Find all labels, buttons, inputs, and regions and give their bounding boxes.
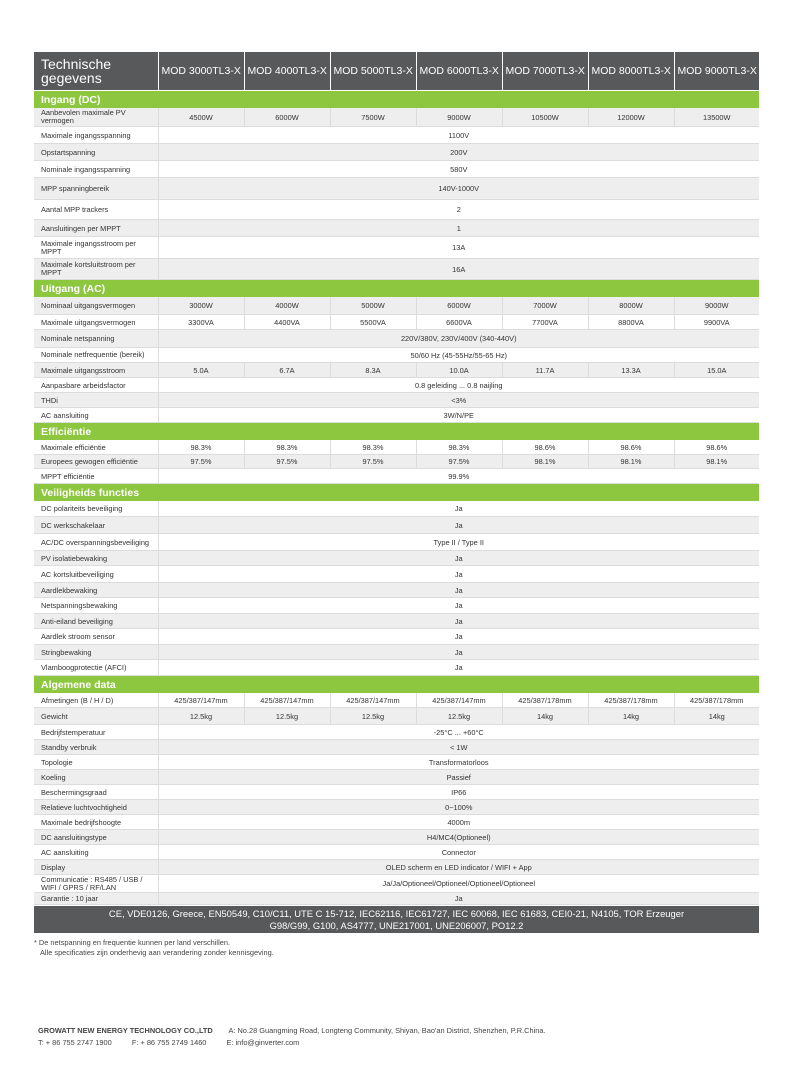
spec-row [34, 815, 759, 830]
certifications-bar [34, 906, 759, 933]
spec-value: 5000W [330, 297, 416, 315]
spec-label: Maximale efficiëntie [34, 440, 158, 455]
spec-row [34, 348, 759, 363]
spec-value: 15.0A [674, 363, 759, 378]
spec-value: 98.3% [244, 440, 330, 455]
spec-label: Topologie [34, 755, 158, 770]
model-header: MOD 6000TL3-X [416, 52, 502, 91]
spec-label: Netspanningsbewaking [34, 598, 158, 614]
spec-label: Aanpasbare arbeidsfactor [34, 378, 158, 393]
spec-sheet [34, 52, 759, 905]
spec-row [34, 259, 759, 280]
spec-value: 3W/N/PE [158, 408, 759, 423]
spec-value: Type II / Type II [158, 534, 759, 551]
spec-value: 200V [158, 144, 759, 161]
section-header [34, 280, 759, 298]
model-header: MOD 5000TL3-X [330, 52, 416, 91]
spec-row [34, 725, 759, 740]
spec-row [34, 315, 759, 330]
spec-value: 98.1% [588, 455, 674, 469]
spec-row [34, 566, 759, 583]
spec-value: 9900VA [674, 315, 759, 330]
spec-label: Vlamboogprotectie (AFCI) [34, 660, 158, 676]
spec-value: OLED scherm en LED indicator / WIFI + App [158, 860, 759, 875]
spec-value: < 1W [158, 740, 759, 755]
spec-label: Aantal MPP trackers [34, 200, 158, 220]
spec-value: Ja [158, 501, 759, 517]
footnotes [34, 938, 274, 958]
spec-label: AC aansluiting [34, 408, 158, 423]
spec-label: DC polariteits beveiliging [34, 501, 158, 517]
spec-label: Anti-eiland beveiliging [34, 614, 158, 629]
spec-label: DC aansluitingstype [34, 830, 158, 845]
certifications-line: CE, VDE0126, Greece, EN50549, C10/C11, UTE C 15-712, IEC62116, IEC61727, IEC 60068, IEC 61683, CEI0-21, N4105, TOR Erzeuger [108, 908, 685, 919]
spec-row [34, 363, 759, 378]
spec-value: 98.6% [502, 440, 588, 455]
model-header: MOD 4000TL3-X [244, 52, 330, 91]
section-title: Ingang (DC) [34, 91, 759, 109]
spec-value: 7700VA [502, 315, 588, 330]
spec-value: Ja [158, 517, 759, 534]
spec-value: 13500W [674, 108, 759, 127]
spec-value: 5500VA [330, 315, 416, 330]
section-header [34, 91, 759, 109]
spec-value: 425/387/147mm [158, 693, 244, 708]
section-header [34, 676, 759, 694]
spec-label: PV isolatiebewaking [34, 551, 158, 566]
spec-label: Opstartspanning [34, 144, 158, 161]
spec-label: MPPT efficiëntie [34, 469, 158, 484]
spec-value: 1100V [158, 127, 759, 144]
spec-label: Aanbevolen maximale PV vermogen [34, 108, 158, 127]
spec-label: Beschermingsgraad [34, 785, 158, 800]
spec-label: Maximale ingangsstroom per MPPT [34, 237, 158, 259]
spec-value: 12.5kg [158, 708, 244, 725]
company-footer [38, 1025, 546, 1049]
spec-value: 140V-1000V [158, 178, 759, 200]
spec-value: 9000W [416, 108, 502, 127]
spec-value: 425/387/147mm [416, 693, 502, 708]
spec-label: Aardlekbewaking [34, 583, 158, 598]
spec-row [34, 893, 759, 905]
spec-value: 50/60 Hz (45-55Hz/55-65 Hz) [158, 348, 759, 363]
spec-row [34, 455, 759, 469]
spec-row [34, 629, 759, 645]
spec-value: Ja [158, 566, 759, 583]
spec-row [34, 583, 759, 598]
spec-value: 99.9% [158, 469, 759, 484]
spec-value: 6000W [416, 297, 502, 315]
spec-value: Ja [158, 660, 759, 676]
section-header [34, 484, 759, 502]
spec-value: Ja [158, 614, 759, 629]
spec-value: Transformatorloos [158, 755, 759, 770]
section-title: Uitgang (AC) [34, 280, 759, 298]
spec-value: 220V/380V, 230V/400V (340-440V) [158, 330, 759, 348]
spec-value: 7500W [330, 108, 416, 127]
spec-row [34, 830, 759, 845]
spec-label: THDi [34, 393, 158, 408]
spec-label: Garantie : 10 jaar [34, 893, 158, 905]
spec-value: 14kg [588, 708, 674, 725]
spec-row [34, 517, 759, 534]
spec-label: Maximale uitgangsstroom [34, 363, 158, 378]
spec-value: 2 [158, 200, 759, 220]
spec-label: Standby verbruik [34, 740, 158, 755]
spec-row [34, 660, 759, 676]
spec-label: Display [34, 860, 158, 875]
spec-value: 4400VA [244, 315, 330, 330]
spec-label: Maximale uitgangsvermogen [34, 315, 158, 330]
spec-value: H4/MC4(Optioneel) [158, 830, 759, 845]
spec-value: 7000W [502, 297, 588, 315]
spec-value: 6600VA [416, 315, 502, 330]
certifications-line: G98/G99, G100, AS4777, UNE217001, UNE206007, PO12.2 [269, 920, 524, 931]
spec-table [34, 52, 759, 905]
spec-value: 425/387/178mm [674, 693, 759, 708]
spec-value: 1 [158, 220, 759, 237]
spec-value: 8800VA [588, 315, 674, 330]
spec-value: 6.7A [244, 363, 330, 378]
company-email: E: info@ginverter.com [226, 1038, 300, 1047]
spec-value: 6000W [244, 108, 330, 127]
spec-value: 0.8 geleiding ... 0.8 naijling [158, 378, 759, 393]
spec-value: <3% [158, 393, 759, 408]
spec-value: 98.6% [674, 440, 759, 455]
spec-label: Nominale netspanning [34, 330, 158, 348]
spec-row [34, 393, 759, 408]
spec-value: IP66 [158, 785, 759, 800]
table-title: Technische gegevens [34, 52, 158, 91]
spec-row [34, 220, 759, 237]
spec-label: Koeling [34, 770, 158, 785]
spec-row [34, 708, 759, 725]
spec-row [34, 144, 759, 161]
spec-row [34, 614, 759, 629]
spec-label: DC werkschakelaar [34, 517, 158, 534]
spec-value: 11.7A [502, 363, 588, 378]
spec-value: 580V [158, 161, 759, 178]
spec-value: 4500W [158, 108, 244, 127]
spec-label: Nominale ingangsspanning [34, 161, 158, 178]
spec-row [34, 237, 759, 259]
spec-label: Maximale ingangsspanning [34, 127, 158, 144]
spec-body [34, 91, 759, 905]
spec-value: 5.0A [158, 363, 244, 378]
spec-value: 14kg [674, 708, 759, 725]
section-header [34, 423, 759, 441]
spec-value: Ja [158, 629, 759, 645]
spec-row [34, 598, 759, 614]
spec-row [34, 860, 759, 875]
spec-value: 13.3A [588, 363, 674, 378]
spec-label: Maximale bedrijfshoogte [34, 815, 158, 830]
spec-value: Ja [158, 551, 759, 566]
spec-value: Ja [158, 598, 759, 614]
spec-value: 0~100% [158, 800, 759, 815]
spec-row [34, 408, 759, 423]
section-title: Efficiëntie [34, 423, 759, 441]
spec-label: Stringbewaking [34, 645, 158, 660]
spec-value: 98.6% [588, 440, 674, 455]
spec-label: AC kortsluitbeveiliging [34, 566, 158, 583]
spec-value: 3000W [158, 297, 244, 315]
spec-value: 97.5% [244, 455, 330, 469]
spec-value: 425/387/178mm [588, 693, 674, 708]
spec-row [34, 178, 759, 200]
spec-row [34, 755, 759, 770]
spec-value: 97.5% [416, 455, 502, 469]
spec-label: AC/DC overspanningsbeveiliging [34, 534, 158, 551]
section-title: Veiligheids functies [34, 484, 759, 502]
section-title: Algemene data [34, 676, 759, 694]
spec-value: 98.3% [416, 440, 502, 455]
company-name: GROWATT NEW ENERGY TECHNOLOGY CO.,LTD [38, 1026, 213, 1035]
spec-row [34, 645, 759, 660]
spec-row [34, 297, 759, 315]
spec-row [34, 440, 759, 455]
footnote: Alle specificaties zijn onderhevig aan verandering zonder kennisgeving. [40, 948, 274, 957]
model-header: MOD 7000TL3-X [502, 52, 588, 91]
spec-label: Maximale kortsluitstroom per MPPT [34, 259, 158, 280]
spec-value: 425/387/147mm [330, 693, 416, 708]
model-header: MOD 8000TL3-X [588, 52, 674, 91]
spec-row [34, 875, 759, 893]
spec-label: Nominale netfrequentie (bereik) [34, 348, 158, 363]
spec-label: AC aansluiting [34, 845, 158, 860]
company-fax: F: + 86 755 2749 1460 [131, 1038, 207, 1047]
spec-label: Nominaal uitgangsvermogen [34, 297, 158, 315]
spec-label: Europees gewogen efficiëntie [34, 455, 158, 469]
spec-value: 97.5% [330, 455, 416, 469]
spec-value: 425/387/147mm [244, 693, 330, 708]
spec-label: MPP spanningbereik [34, 178, 158, 200]
spec-row [34, 740, 759, 755]
spec-value: 12.5kg [330, 708, 416, 725]
header-row [34, 52, 759, 91]
spec-value: 3300VA [158, 315, 244, 330]
spec-row [34, 693, 759, 708]
spec-value: 4000m [158, 815, 759, 830]
spec-value: 425/387/178mm [502, 693, 588, 708]
spec-value: 14kg [502, 708, 588, 725]
company-tel: T: + 86 755 2747 1900 [38, 1038, 112, 1047]
spec-value: 8000W [588, 297, 674, 315]
spec-value: 10500W [502, 108, 588, 127]
spec-value: Ja [158, 893, 759, 905]
model-header: MOD 9000TL3-X [674, 52, 759, 91]
spec-value: Ja/Ja/Optioneel/Optioneel/Optioneel/Optioneel [158, 875, 759, 893]
spec-value: 12.5kg [416, 708, 502, 725]
spec-value: -25°C ... +60°C [158, 725, 759, 740]
spec-row [34, 551, 759, 566]
spec-value: 10.0A [416, 363, 502, 378]
spec-row [34, 200, 759, 220]
spec-row [34, 161, 759, 178]
spec-label: Afmetingen (B / H / D) [34, 693, 158, 708]
footnote: * De netspanning en frequentie kunnen per land verschillen. [34, 938, 230, 947]
spec-row [34, 330, 759, 348]
spec-value: 12000W [588, 108, 674, 127]
spec-value: 97.5% [158, 455, 244, 469]
spec-value: 13A [158, 237, 759, 259]
spec-value: 98.1% [674, 455, 759, 469]
spec-row [34, 800, 759, 815]
spec-label: Relatieve luchtvochtigheid [34, 800, 158, 815]
spec-row [34, 845, 759, 860]
model-header: MOD 3000TL3-X [158, 52, 244, 91]
spec-row [34, 378, 759, 393]
spec-row [34, 534, 759, 551]
spec-label: Aardlek stroom sensor [34, 629, 158, 645]
spec-value: Connector [158, 845, 759, 860]
spec-row [34, 770, 759, 785]
spec-value: 16A [158, 259, 759, 280]
spec-value: 9000W [674, 297, 759, 315]
spec-label: Gewicht [34, 708, 158, 725]
spec-value: 98.3% [158, 440, 244, 455]
spec-value: 98.3% [330, 440, 416, 455]
spec-label: Aansluitingen per MPPT [34, 220, 158, 237]
spec-row [34, 108, 759, 127]
spec-value: 98.1% [502, 455, 588, 469]
company-address: A: No.28 Guangming Road, Longteng Community, Shiyan, Bao'an District, Shenzhen, P.R.China. [228, 1026, 546, 1035]
spec-row [34, 469, 759, 484]
spec-value: Ja [158, 645, 759, 660]
spec-row [34, 127, 759, 144]
spec-value: Ja [158, 583, 759, 598]
spec-value: 8.3A [330, 363, 416, 378]
spec-value: Passief [158, 770, 759, 785]
spec-row [34, 501, 759, 517]
spec-value: 12.5kg [244, 708, 330, 725]
spec-label: Bedrijfstemperatuur [34, 725, 158, 740]
spec-value: 4000W [244, 297, 330, 315]
spec-label: Communicatie : RS485 / USB / WIFI / GPRS / RF/LAN [34, 875, 158, 893]
spec-row [34, 785, 759, 800]
